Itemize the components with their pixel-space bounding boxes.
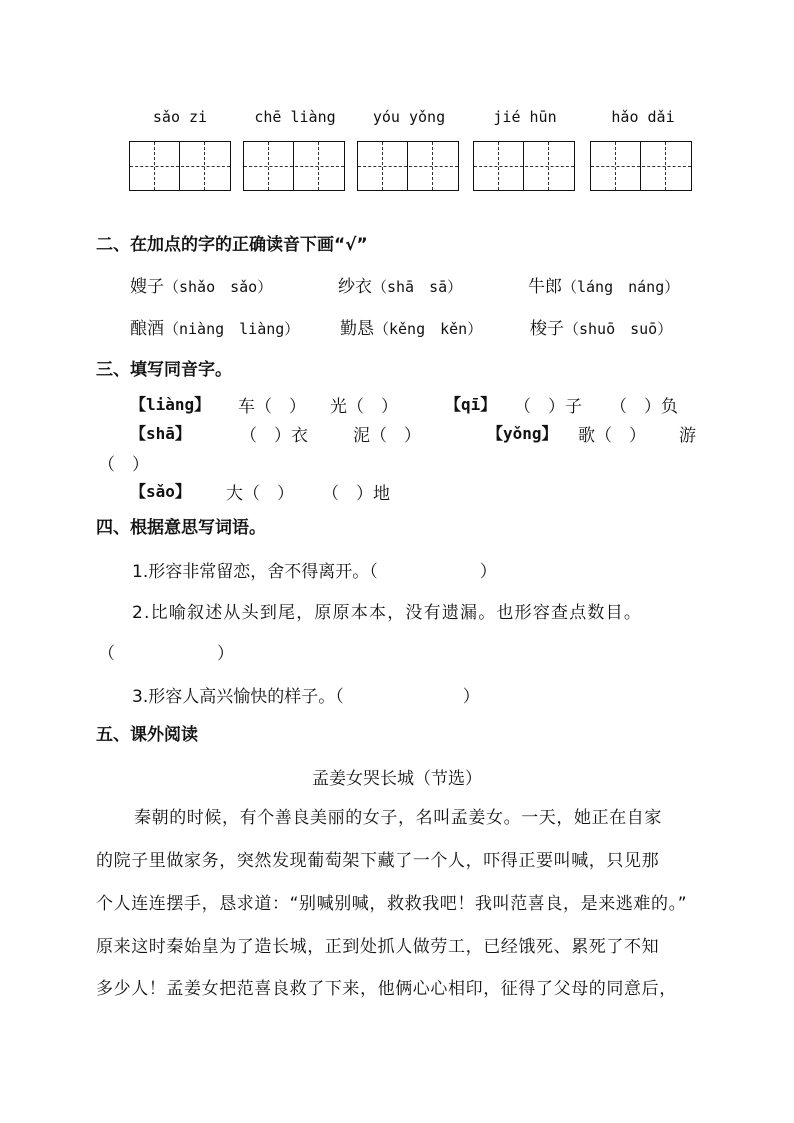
section-heading: 四、根据意思写词语。 [96,518,266,538]
choice-options[interactable]: （láng náng） [562,278,680,296]
homophone-blank[interactable]: 光（ ） [330,397,398,417]
reading-choice [338,272,462,297]
choice-word: 梭子 [530,319,564,339]
pinyin-label: sǎo zi [152,108,208,126]
homophone-label: 【yǒng】 [487,424,558,443]
homophone-blank[interactable]: 泥（ ） [353,426,421,446]
choice-options[interactable]: （shǎo sǎo） [164,278,273,296]
choice-word: 酿酒 [130,319,164,339]
pinyin-label: yóu yǒng [372,108,446,126]
choice-options[interactable]: （shā sā） [372,278,463,296]
pinyin-label: chē liàng [254,108,336,126]
homophone-blank: 游 [679,426,696,446]
homophone-blank[interactable]: 歌（ ） [578,426,646,446]
homophone-blank[interactable]: 车（ ） [238,397,306,417]
definition-item[interactable]: 3.形容人高兴愉快的样子。（ ） [132,687,480,707]
writing-grid-row [0,141,794,191]
homophone-blank[interactable]: （ ）地 [322,484,390,504]
homophone-label: 【liàng】 [130,395,211,414]
homophone-label: 【shā】 [130,424,191,443]
pinyin-label: hǎo dǎi [611,108,675,126]
definition-item: 2.比喻叙述从头到尾，原原本本，没有遗漏。也形容查点数目。 [132,603,643,623]
reading-choice [130,272,272,297]
reading-choice [530,314,672,339]
choice-options[interactable]: （shuō suō） [564,320,673,338]
reading-line: 原来这时秦始皇为了造长城，正到处抓人做劳工，已经饿死、累死了不知 [96,937,660,957]
reading-choice [130,314,299,339]
homophone-label: 【sǎo】 [130,482,191,501]
answer-blank[interactable]: （ ） [98,644,234,664]
reading-choice [528,272,679,297]
reading-line: 多少人！孟姜女把范喜良救了下来，他俩心心相印，征得了父母的同意后， [96,979,677,999]
choice-word: 牛郎 [528,277,562,297]
pinyin-label: jié hūn [493,108,557,126]
section-heading: 二、在加点的字的正确读音下画“√” [96,235,368,255]
homophone-label: 【qī】 [445,395,497,414]
writing-grid[interactable] [357,141,459,191]
definition-item[interactable]: 1.形容非常留恋，舍不得离开。（ ） [132,562,497,582]
reading-choice [340,314,482,339]
section-heading: 三、填写同音字。 [96,360,232,380]
homophone-blank[interactable]: （ ）子 [514,397,582,417]
choice-options[interactable]: （niàng liàng） [164,320,300,338]
homophone-blank[interactable]: （ ）衣 [240,426,308,446]
choice-options[interactable]: （kěng kěn） [374,320,483,338]
homophone-blank[interactable]: 大（ ） [226,484,294,504]
reading-title: 孟姜女哭长城（节选） [312,769,482,789]
reading-line: 秦朝的时候，有个善良美丽的女子，名叫孟姜女。一天，她正在自家 [134,808,662,828]
reading-line: 个人连连摆手，恳求道：“别喊别喊，救救我吧！我叫范喜良，是来逃难的。” [96,894,688,914]
writing-grid[interactable] [590,141,692,191]
writing-grid[interactable] [243,141,345,191]
reading-line: 的院子里做家务，突然发现葡萄架下藏了一个人，吓得正要叫喊，只见那 [96,851,660,871]
homophone-blank[interactable]: （ ） [98,455,149,475]
writing-grid[interactable] [129,141,231,191]
section-heading: 五、课外阅读 [96,725,198,745]
writing-grid[interactable] [473,141,575,191]
choice-word: 嫂子 [130,277,164,297]
pinyin-row [0,108,794,130]
choice-word: 纱衣 [338,277,372,297]
homophone-blank[interactable]: （ ）负 [610,397,678,417]
choice-word: 勤恳 [340,319,374,339]
